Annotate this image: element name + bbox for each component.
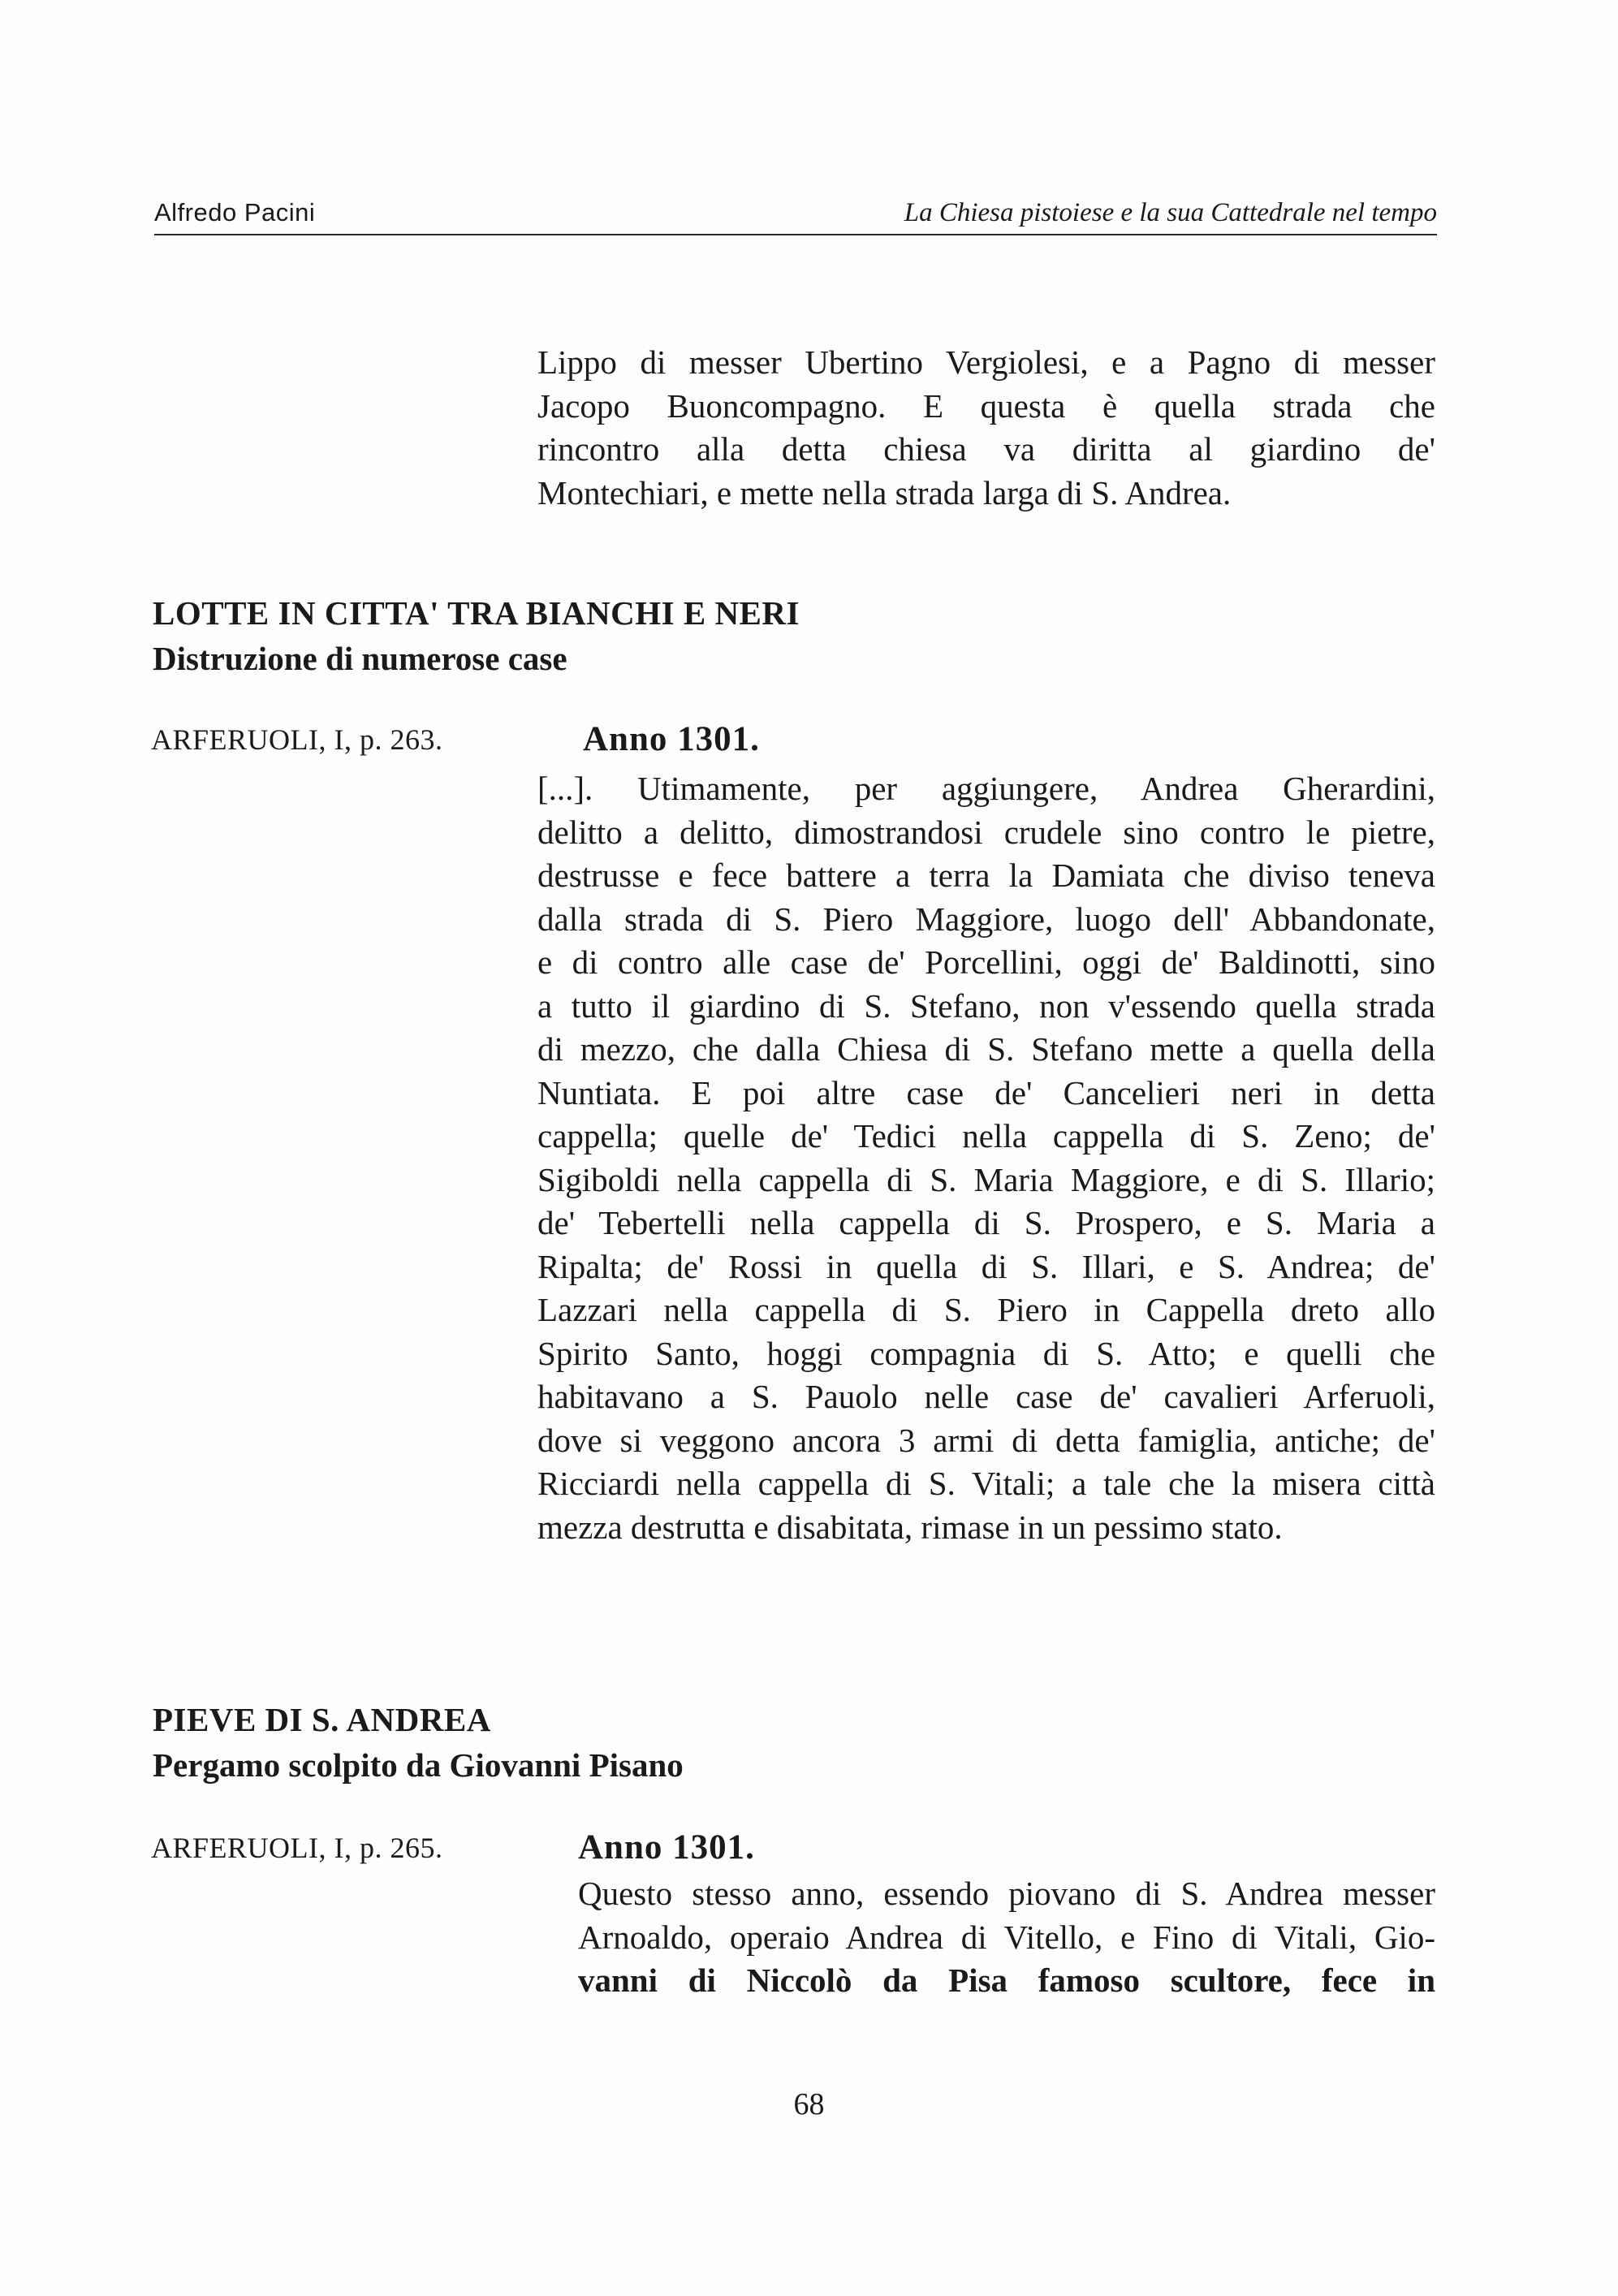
text-line: dove si veggono ancora 3 armi di detta famiglia, antiche; de' (537, 1421, 1435, 1459)
text-line: a tutto il giardino di S. Stefano, non v'essendo quella strada (537, 986, 1435, 1025)
section-subtitle: Distruzione di numerose case (153, 640, 567, 677)
text-line: delitto a delitto, dimostrandosi crudele sino contro le pietre, (537, 813, 1435, 851)
text-line: Ripalta; de' Rossi in quella di S. Illari, e S. Andrea; de' (537, 1247, 1435, 1285)
page-number: 68 (793, 2087, 825, 2121)
running-header (154, 193, 1437, 235)
text-line: Nuntiata. E poi altre case de' Cancelieri neri in detta (537, 1073, 1435, 1111)
text-line: Questo stesso anno, essendo piovano di S. Andrea messer (578, 1875, 1435, 1912)
section-heading-lotte (153, 590, 1435, 681)
source-reference: ARFERUOLI, I, p. 265. (151, 1832, 443, 1864)
text-line: de' Tebertelli nella cappella di S. Prospero, e S. Maria a (537, 1204, 1435, 1241)
text-line: dalla strada di S. Piero Maggiore, luogo dell' Abbandonate, (537, 900, 1435, 938)
text-line: cappella; quelle de' Tedici nella cappella di S. Zeno; de' (537, 1117, 1435, 1154)
passage-lotte (537, 767, 1435, 1549)
passage-pieve (578, 1872, 1435, 2003)
text-line: Ricciardi nella cappella di S. Vitali; a tale che la misera città (537, 1465, 1435, 1502)
section-title: PIEVE DI S. ANDREA (153, 1701, 491, 1738)
text-line: Arnoaldo, operaio Andrea di Vitello, e Fino di Vitali, Gio- (578, 1918, 1435, 1956)
header-author: Alfredo Pacini (154, 198, 316, 227)
text-line: Sigiboldi nella cappella di S. Maria Maggiore, e di S. Illario; (537, 1160, 1435, 1198)
source-reference: ARFERUOLI, I, p. 263. (151, 723, 443, 756)
text-line: mezza destrutta e disabitata, rimase in un pessimo stato. (537, 1508, 1283, 1546)
text-line: di mezzo, che dalla Chiesa di S. Stefano mette a quella della (537, 1030, 1435, 1068)
text-line: Montechiari, e mette nella strada larga di S. Andrea. (537, 473, 1232, 511)
text-line: Jacopo Buoncompagno. E questa è quella strada che (537, 386, 1435, 425)
text-line: Lippo di messer Ubertino Vergiolesi, e a Pagno di messer (537, 343, 1435, 381)
year-label: Anno 1301. (583, 720, 760, 758)
header-book-title: La Chiesa pistoiese e la sua Cattedrale nel tempo (904, 198, 1437, 227)
intro-paragraph (537, 341, 1435, 515)
text-line: habitavano a S. Pauolo nelle case de' cavalieri Arferuoli, (537, 1378, 1435, 1415)
year-label: Anno 1301. (578, 1828, 755, 1867)
text-line: rincontro alla detta chiesa va diritta al giardino de' (537, 430, 1435, 468)
text-line: Spirito Santo, hoggi compagnia di S. Atto; e quelli che (537, 1334, 1435, 1372)
text-line: vanni di Niccolò da Pisa famoso scultore, fece in (578, 1962, 1435, 1999)
text-line: e di contro alle case de' Porcellini, oggi de' Baldinotti, sino (537, 943, 1435, 981)
text-line: [...]. Utimamente, per aggiungere, Andrea Gherardini, (537, 770, 1435, 807)
section-title: LOTTE IN CITTA' TRA BIANCHI E NERI (153, 594, 800, 632)
text-line: Lazzari nella cappella di S. Piero in Cappella dreto allo (537, 1291, 1435, 1328)
section-heading-pieve (153, 1697, 1435, 1788)
text-line: destrusse e fece battere a terra la Damiata che diviso teneva (537, 857, 1435, 894)
section-subtitle: Pergamo scolpito da Giovanni Pisano (153, 1746, 684, 1784)
